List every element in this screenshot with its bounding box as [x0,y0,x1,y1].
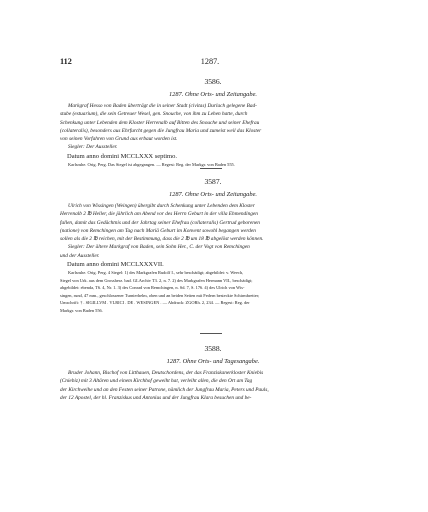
summary-line: der Kirchweihe und an den Festen seiner Patrone, nämlich der Jungfrau Maria, Peters und Pauls, [60,386,269,393]
entry-dateline: 1287. Ohne Orts- und Zeitangabe. [168,191,258,198]
entry-summary [60,202,366,260]
summary-line: Ulrich von Wissingen (Weingen) übergibt durch Schenkung unter Lebenden dem Kloster [68,203,255,209]
source-note-line: Siegel von Urk. aus dem Grossherz. bad. GLArchiv T3. 2, n. 7. 2) des Markgrafen Hermann VII., beschädigt; [60,277,253,283]
entry-dateline: 1287. Ohne Orts- und Tagesangabe. [166,358,260,365]
entry-3586 [60,77,366,168]
source-note-line: Markgr. von Baden 556. [60,308,103,314]
entry-summary [60,102,366,152]
source-note-line: singen, rund, 47 mm., geschlossener Turnierhelm, oben und an beiden Seiten mit Federn besteckte Schirmbretter; [60,292,260,298]
summary-line: Schenkung unter Lebenden dem Kloster Herrenalb auf Bitten des Snouche und seiner Ehefrau [60,119,260,126]
summary-line: sollen als die 2 ℔ reichen, mit der Bestimmung, dass die 2 ℔ um 18 ℔ abgelöst werden können. [60,236,264,243]
summary-line: fallen, damit das Gedächtnis und der Jahrtag seiner Ehefrau (collateralis) Gertrud geborenen [60,219,260,226]
datum-line: Datum anno domini MCCLXXX septimo. [67,152,177,160]
summary-line: von seinen Vorfahren von Grund aus erbaut worden ist. [60,136,178,143]
entry-number: 3587. [204,177,222,186]
summary-line: (natione) von Remchingen am Tag nach Mariä Geburt im Konvent sowohl begangen werden [60,227,256,234]
entry-dateline: 1287. Ohne Orts- und Zeitangabe. [168,91,258,98]
source-note [60,269,366,315]
year-header: 1287. [200,57,220,66]
summary-line: Markgraf Hesso von Baden überträgt die in seiner Stadt (civitas) Durlach gelegene Bad- [68,103,257,109]
entry-number: 3588. [204,344,222,353]
page-number: 112 [60,57,72,66]
running-header [60,57,360,69]
source-note-line: Umschrift: † . SIGILLVM . VLRICI . DE . WESINGEN . — Abdruck: ZGORh. 2, 234. — Regest: Reg. der [60,300,250,306]
datum-line: Datum anno domini MCCLXXXVII. [67,261,164,269]
divider [200,168,222,169]
summary-line: stube (estuarium), die sein Getreuer Wesel, gen. Snouche, von ihm zu Lehen hatte, durch [60,111,248,118]
summary-line: und der Aussteller. [60,252,100,259]
summary-line: (collateralis), besonders aus Ehrfurcht gegen die Jungfrau Maria und zumeist weil das Kloster [60,127,262,134]
summary-line: Bruder Johann, Bischof von Litthauen, Deutschordens, der das Franziskanerkloster Kniebis [68,370,264,376]
source-note: Karlsruhe. Orig. Perg. Das Siegel ist abgegangen. — Regest: Reg. der Markgr. von Baden 555. [68,161,235,167]
summary-line: der 12 Apostel, der hl. Franziskus und Antonius und der Jungfrau Klara besuchen und be- [60,394,252,401]
source-note-line: Karlsruhe. Orig. Perg. 4 Siegel: 1) des Markgrafen Rudolf I., sehr beschädigt; abgebildet: v. Weech, [68,270,244,276]
entry-3587 [60,177,366,315]
summary-line: (Cniebiz) mit 3 Altären und einem Kirchhof geweiht hat, verleiht allen, die den Ort am Tag [60,378,253,385]
entry-summary [60,369,366,402]
entry-number: 3586. [204,77,222,86]
entry-3588 [60,344,366,402]
source-note-line: abgebildet: ebenda, T6. 4, Nr. 1. 3) des Conrad von Remchingen, n. Sd. 7, S. 176. 4) des Ulrich von Wis- [60,285,245,291]
summary-line: Herrenalb 2 ℔ Heller, die jährlich am Abend vor des Herrn Geburt in der villa Ehmendingen [60,211,258,218]
siegler-line: Siegler: Der ältere Markgraf von Baden, sein Sohn Her., C. der Vogt von Remchingen [68,244,250,251]
siegler-line: Siegler: Der Aussteller. [68,144,118,151]
divider [200,333,222,334]
